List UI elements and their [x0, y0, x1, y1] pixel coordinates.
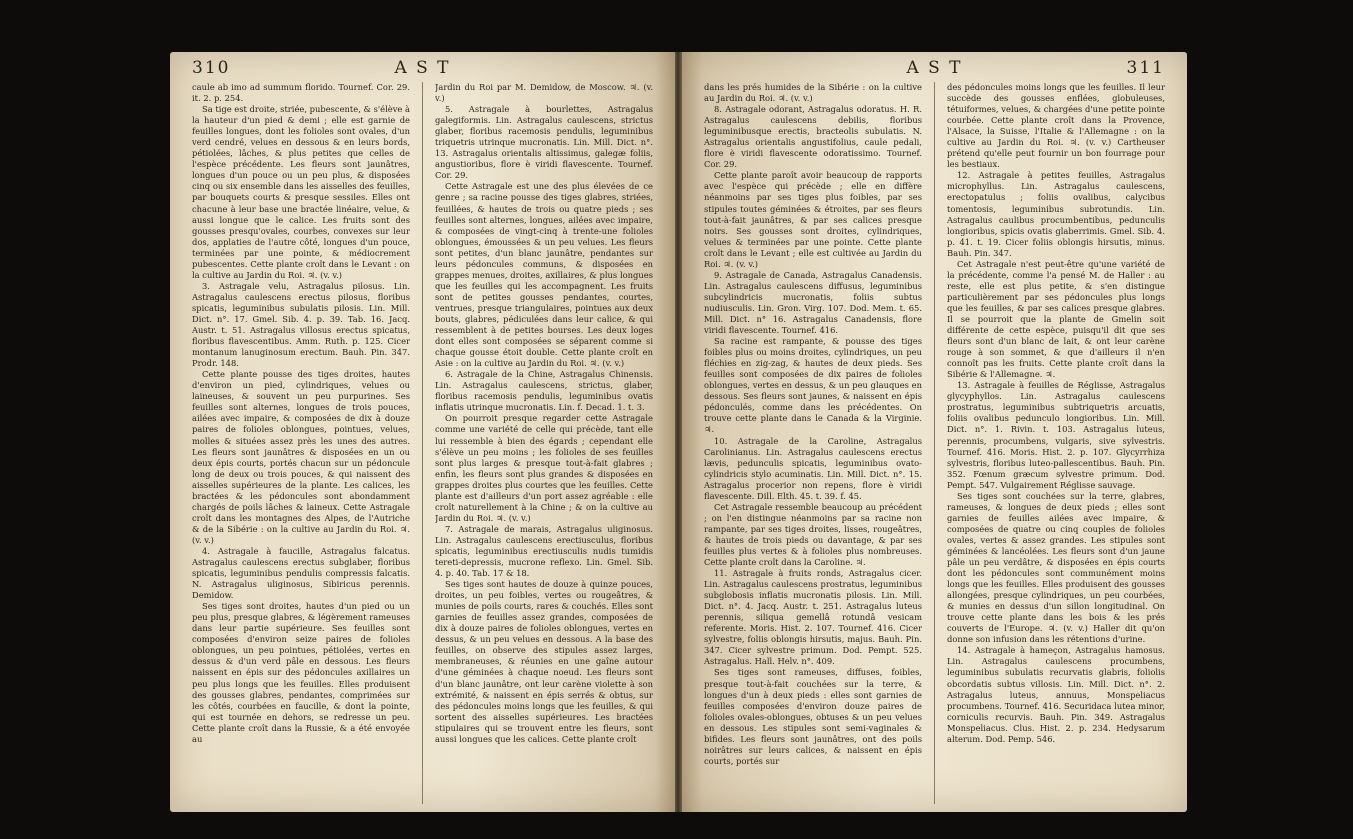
- left-page-columns: [192, 82, 653, 804]
- column-rule: [934, 82, 935, 804]
- paragraph: 12. Astragale à petites feuilles, Astragalus microphyllus. Lin. Astragalus caulescens, erectopatulus ; foliis ovalibus, calycibus tomentosis, leguminibus subrotundis. Lin. Astragalus caulibus procumbentibus, pedunculis longioribus, spicis ovatis glaberrimis. Gmel. Sib. 4. p. 41. t. 19. Cicer foliis oblongis hirsutis, minus. Bauh. Pin. 347.: [947, 170, 1165, 258]
- paragraph: 5. Astragale à bourlettes, Astragalus galegiformis. Lin. Astragalus caulescens, strictus glaber, floribus racemosis pendulis, leguminibus triquetris utrinque mucronatis. Lin. Mill. Dict. n°. 13. Astragalus orientalis altissimus, galegæ foliis, angustioribus, flore è viridi flavescente. Tournef. Cor. 29.: [435, 104, 653, 181]
- text-column: [947, 82, 1165, 804]
- paragraph: des pédoncules moins longs que les feuilles. Il leur succède des gousses enflées, globuleuses, tétuiformes, velues, & chargées d'une petite pointe courbée. Cette plante croît dans la Provence, l'Alsace, la Suisse, l'Italie & l'Allemagne : on la cultive au Jardin du Roi. ♃. (v. v.) Cartheuser prétend qu'elle peut fournir un bon fourrage pour les bestiaux.: [947, 82, 1165, 170]
- paragraph: 10. Astragale de la Caroline, Astragalus Carolinianus. Lin. Astragalus caulescens erectus lævis, pedunculis spicatis, leguminibus ovato-cylindricis stylo acuminatis. Lin. Mill. Dict. n°. 15. Astragalus procerior non repens, flore è viridi flavescente. Dill. Elth. 45. t. 39. f. 45.: [704, 435, 922, 501]
- paragraph: Ses tiges sont couchées sur la terre, glabres, rameuses, & longues de deux pieds ; elles sont garnies de feuilles ailées avec impaire, & composées de quatre ou cinq couples de folioles ovales, vertes & assez grandes. Les stipules sont géminées & lancéolées. Les fleurs sont d'un jaune pâle un peu verdâtre, & disposées en épis courts dont les pédoncules sont communément moins longs que les feuilles. Elles produisent des gousses allongées, presque cylindriques, un peu courbées, & munies en dessus d'un sillon longitudinal. On trouve cette plante dans les bois & les prés couverts de l'Europe. ♃. (v. v.) Haller dit qu'on donne son infusion dans les rétentions d'urine.: [947, 490, 1165, 645]
- paragraph: Cette plante paroît avoir beaucoup de rapports avec l'espèce qui précède ; elle en diffère néanmoins par ses tiges plus foibles, par ses stipules toutes géminées & étroites, par ses fleurs tout-à-fait jaunâtres, & par ses calices presque noirs. Ses gousses sont droites, cylindriques, velues & terminées par une pointe. Cette plante croît dans le Levant ; elle est cultivée au Jardin du Roi. ♃. (v. v.): [704, 170, 922, 269]
- paragraph: caule ab imo ad summum florido. Tournef. Cor. 29. it. 2. p. 254.: [192, 82, 410, 104]
- paragraph: Cette Astragale est une des plus élevées de ce genre ; sa racine pousse des tiges glabres, striées, feuillées, & hautes de trois ou quatre pieds ; ses feuilles sont alternes, longues, ailées avec impaire, & composées de vingt-cinq à trente-une folioles oblongues, émoussées & un peu velues. Les fleurs sont petites, d'un blanc jaunâtre, pendantes sur leurs pédoncules communs, & disposées en grappes menues, droites, axillaires, & plus longues que les feuilles qui les accompagnent. Les fruits sont de petites gousses pendantes, courtes, ventrues, presque triangulaires, pointues aux deux bouts, glabres, pédiculées dans leur calice, & qui ressemblent à de petites bourses. Les deux loges dont elles sont composées se séparent comme si chaque gousse étoit double. Cette plante croît en Asie : on la cultive au Jardin du Roi. ♃. (v. v.): [435, 181, 653, 369]
- paragraph: Ses tiges sont hautes de douze à quinze pouces, droites, un peu foibles, vertes ou rougeâtres, & munies de poils courts, rares & couchés. Elles sont garnies de feuilles assez grandes, composées de dix à douze paires de folioles oblongues, vertes en dessus, & un peu velues en dessous. A la base des feuilles, on observe des stipules assez larges, membraneuses, & réunies en une gaîne autour d'une géminées à chaque noeud. Les fleurs sont d'un blanc jaunâtre, ont leur carène violette à son extrémité, & naissent en épis serrés & obtus, sur des pédoncules moins longs que les feuilles, & qui sortent des aisselles supérieures. Les bractées stipulaires qui se trouvent entre les fleurs, sont aussi longues que les calices. Cette plante croît: [435, 579, 653, 744]
- page-number: 311: [1126, 58, 1165, 78]
- paragraph: On pourroit presque regarder cette Astragale comme une variété de celle qui précède, tant elle lui ressemble à bien des égards ; cependant elle s'élève un peu moins ; les folioles de ses feuilles sont plus larges & presque tout-à-fait glabres ; enfin, les fleurs sont plus grandes & disposées en grappes droites plus courtes que les feuilles. Cette plante est d'ailleurs d'un port assez agréable : elle croît naturellement à la Chine ; & on la cultive au Jardin du Roi. ♃. (v. v.): [435, 413, 653, 523]
- right-page: [682, 52, 1187, 812]
- text-column: [192, 82, 410, 804]
- text-column: [704, 82, 922, 804]
- paragraph: Ses tiges sont rameuses, diffuses, foibles, presque tout-à-fait couchées sur la terre, & longues d'un à deux pieds : elles sont garnies de feuilles composées d'environ douze paires de folioles ovales-oblongues, obtuses & un peu velues en dessous. Les stipules sont semi-vaginales & bifides. Les fleurs sont jaunâtres, ont des poils noirâtres sur leurs calices, & naissent en épis courts, portés sur: [704, 667, 922, 766]
- paragraph: Jardin du Roi par M. Demidow, de Moscow. ♃. (v. v.): [435, 82, 653, 104]
- paragraph: 8. Astragale odorant, Astragalus odoratus. H. R. Astragalus caulescens debilis, floribus leguminibusque erectis, bracteolis subulatis. N. Astragalus orientalis angustifolius, caule pedali, flore è viridi flavescente odoratissimo. Tournef. Cor. 29.: [704, 104, 922, 170]
- paragraph: 3. Astragale velu, Astragalus pilosus. Lin. Astragalus caulescens erectus pilosus, floribus spicatis, leguminibus subulatis pilosis. Lin. Mill. Dict. n°. 17. Gmel. Sib. 4. p. 39. Tab. 16. Jacq. Austr. t. 51. Astragalus villosus erectus spicatus, floribus flavescentibus. Amm. Ruth. p. 125. Cicer montanum lanuginosum erectum. Bauh. Pin. 347. Prodr. 148.: [192, 280, 410, 369]
- running-head: A S T: [906, 58, 963, 78]
- paragraph: Sa racine est rampante, & pousse des tiges foibles plus ou moins droites, cylindriques, un peu fléchies en zig-zag, & hautes de deux pieds. Ses feuilles sont composées de dix paires de folioles oblongues, vertes en dessus, & un peu glauques en dessous. Ses fleurs sont jaunes, & naissent en épis pédonculés, comme dans les précédentes. On trouve cette plante dans le Canada & la Virginie. ♃.: [704, 336, 922, 435]
- paragraph: Ses tiges sont droites, hautes d'un pied ou un peu plus, presque glabres, & légèrement rameuses dans leur partie supérieure. Ses feuilles sont composées d'environ seize paires de folioles oblongues, un peu pointues, pétiolées, vertes en dessus & d'un verd pâle en dessous. Les fleurs naissent en épis sur des pédoncules axillaires un peu plus longs que les feuilles. Elles produisent des gousses glabres, pendantes, comprimées sur les côtés, courbées en faucille, & dont la pointe, qui est tournée en dehors, se redresse un peu. Cette plante croît dans la Russie, & a été envoyée au: [192, 601, 410, 744]
- paragraph: Sa tige est droite, striée, pubescente, & s'élève à la hauteur d'un pied & demi ; elle est garnie de feuilles longues, dont les folioles sont ovales, d'un verd cendré, velues en dessous & en leurs bords, pétiolées, lâches, & plus petites que celles de l'espèce précédente. Les fleurs sont jaunâtres, longues d'un pouce ou un peu plus, & disposées cinq ou six ensemble dans les aisselles des feuilles, par bouquets courts & presque sessiles. Elles ont chacune à leur base une bractée linéaire, velue, & aussi longue que le calice. Les fruits sont des gousses presqu'ovales, courbes, convexes sur leur dos, applaties de l'autre côté, longues d'un pouce, terminées par une pointe, & médiocrement pubescentes. Cette plante croît dans le Levant : on la cultive au Jardin du Roi. ♃. (v. v.): [192, 104, 410, 280]
- right-page-header: [704, 58, 1165, 80]
- paragraph: 9. Astragale de Canada, Astragalus Canadensis. Lin. Astragalus caulescens diffusus, leguminibus subcylindricis mucronatis, foliis subtus nudiusculis. Lin. Gron. Virg. 107. Dod. Mem. t. 65. Mill. Dict. n° 16. Astragalus Canadensis, flore viridi flavescente. Tournef. 416.: [704, 269, 922, 336]
- paragraph: 6. Astragale de la Chine, Astragalus Chinensis. Lin. Astragalus caulescens, strictus, glaber, floribus racemosis pendulis, leguminibus ovatis inflatis utrinque mucronatis. Lin. f. Decad. 1. t. 3.: [435, 369, 653, 413]
- paragraph: 11. Astragale à fruits ronds, Astragalus cicer. Lin. Astragalus caulescens prostratus, leguminibus subglobosis inflatis mucronatis pilosis. Lin. Mill. Dict. n°. 4. Jacq. Austr. t. 251. Astragalus luteus perennis, siliqua gemellâ rotundâ vesicam referente. Moris. Hist. 2. 107. Tournef. 416. Cicer sylvestre, foliis oblongis hirsutis, majus. Bauh. Pin. 347. Cicer sylvestre primum. Dod. Pempt. 525. Astragalus. Hall. Helv. n°. 409.: [704, 568, 922, 667]
- running-head: A S T: [394, 58, 451, 78]
- text-column: [435, 82, 653, 804]
- page-number: 310: [192, 58, 231, 78]
- left-page-header: [192, 58, 653, 80]
- left-page: [170, 52, 675, 812]
- paragraph: Cet Astragale ressemble beaucoup au précédent ; on l'en distingue néanmoins par sa racine non rampante, par ses tiges droites, lisses, rougeâtres, & hautes de trois pieds ou davantage, & par ses feuilles plus vertes & à folioles plus nombreuses. Cette plante croît dans la Caroline. ♃.: [704, 501, 922, 568]
- paragraph: 13. Astragale à feuilles de Réglisse, Astragalus glycyphyllos. Lin. Astragalus caulescens prostratus, leguminibus subtriquetris arcuatis, foliis ovalibus pedunculo longioribus. Lin. Mill. Dict. n°. 1. Rivin. t. 103. Astragalus luteus, perennis, procumbens, vulgaris, sive sylvestris. Tournef. 416. Moris. Hist. 2. p. 107. Glycyrrhiza sylvestris, floribus luteo-pallescentibus. Bauh. Pin. 352. Fœnum græcum sylvestre primum. Dod. Pempt. 547. Vulgairement Réglisse sauvage.: [947, 380, 1165, 490]
- paragraph: 7. Astragale de marais, Astragalus uliginosus. Lin. Astragalus caulescens erectiusculus, floribus spicatis, leguminibus erectiusculis nudis tumidis tereti-depressis, mucrone reflexo. Lin. Gmel. Sib. 4. p. 40. Tab. 17 & 18.: [435, 523, 653, 579]
- paragraph: 14. Astragale à hameçon, Astragalus hamosus. Lin. Astragalus caulescens procumbens, leguminibus subulatis recurvatis glabris, foliolis obcordatis subtus villosis. Lin. Mill. Dict. n°. 2. Astragalus luteus, annuus, Monspeliacus procumbens. Tournef. 416. Securidaca lutea minor, corniculis recurvis. Bauh. Pin. 349. Astragalus Monspeliacus. Clus. Hist. 2. p. 234. Hedysarum alterum. Dod. Pemp. 546.: [947, 645, 1165, 744]
- paragraph: 4. Astragale à faucille, Astragalus falcatus. Astragalus caulescens erectus subglaber, floribus spicatis, leguminibus pendulis compressis falcatis. N. Astragalus uliginosus, Sibiricus perennis. Demidow.: [192, 545, 410, 601]
- right-page-columns: [704, 82, 1165, 804]
- paragraph: Cette plante pousse des tiges droites, hautes d'environ un pied, cylindriques, velues ou laineuses, & souvent un peu purpurines. Ses feuilles sont alternes, longues de trois pouces, ailées avec impaire, & composées de dix à douze paires de folioles oblongues, pointues, velues, molles & situées assez près les unes des autres. Les fleurs sont jaunâtres & disposées en un ou deux épis courts, portés chacun sur un pédoncule long de deux ou trois pouces, & qui naissent des aisselles supérieures de la plante. Les calices, les bractées & les pédoncules sont abondamment chargés de poils lâches & laineux. Cette Astragale croît dans les montagnes des Alpes, de l'Autriche & de la Sibérie : on la cultive au Jardin du Roi. ♃. (v. v.): [192, 369, 410, 545]
- column-rule: [422, 82, 423, 804]
- paragraph: Cet Astragale n'est peut-être qu'une variété de la précédente, comme l'a pensé M. de Haller : au reste, elle est plus petite, & s'en distingue particulièrement par ses pédoncules plus longs que les feuilles, & par ses calices presque glabres. Il se pourroit que la plante de Gmelin soit différente de cette espèce, puisqu'il dit que ses fleurs sont d'un blanc de lait, & ont leur carène rouge à son sommet, & que d'ailleurs il n'en connoît pas les fruits. Cette plante croît dans la Sibérie & l'Allemagne. ♃.: [947, 258, 1165, 380]
- paragraph: dans les prés humides de la Sibérie : on la cultive au Jardin du Roi. ♃. (v. v.): [704, 82, 922, 104]
